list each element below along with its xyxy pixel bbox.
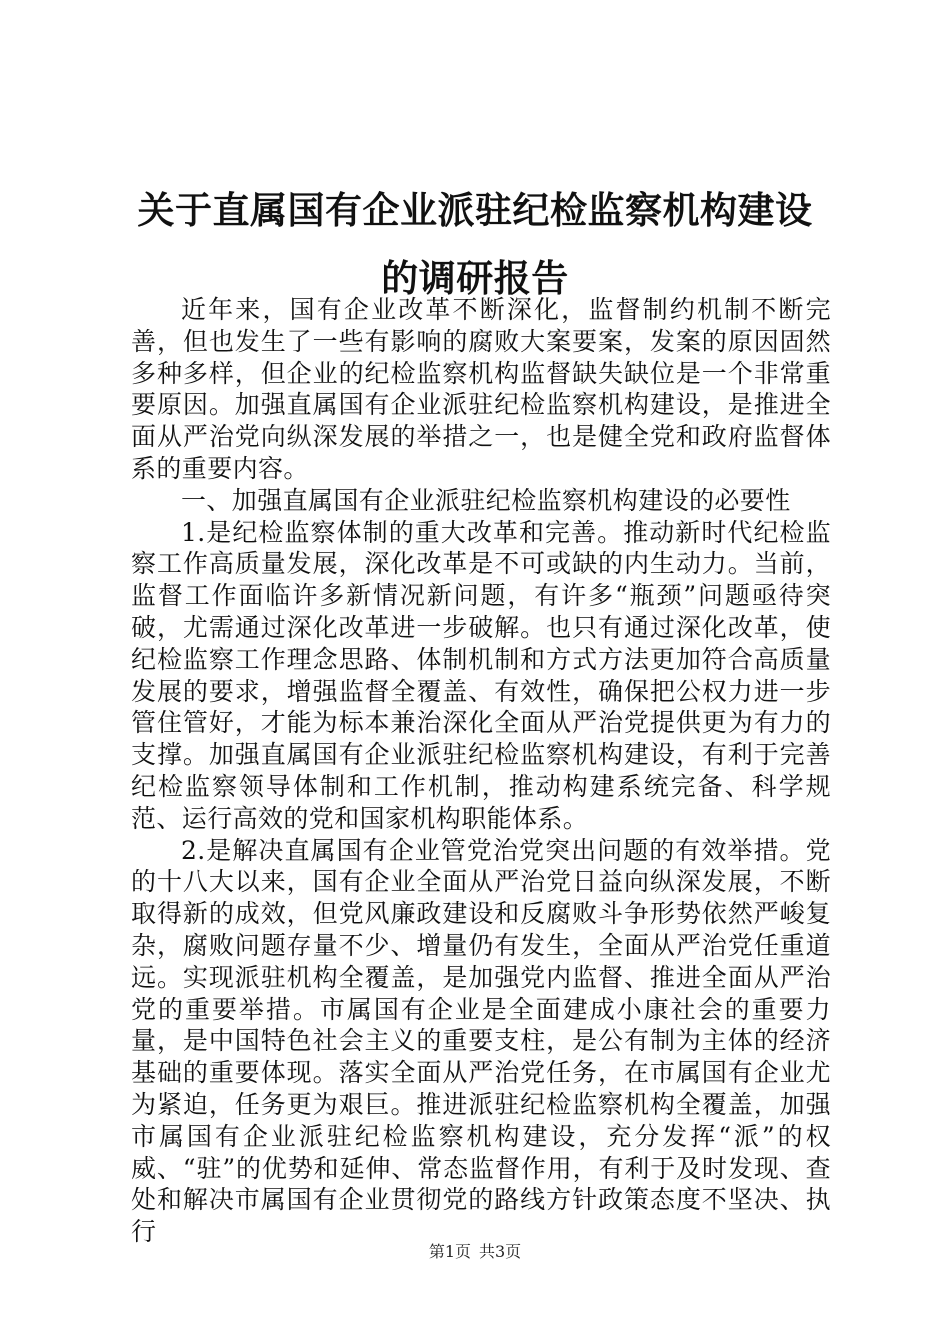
page-number: 第1页 bbox=[428, 1242, 471, 1261]
section-heading: 一、加强直属国有企业派驻纪检监察机构建设的必要性 bbox=[181, 485, 791, 515]
point-1-paragraph: 1.是纪检监察体制的重大改革和完善。推动新时代纪检监察工作高质量发展，深化改革是不可或缺的内生动力。当前，监督工作面临许多新情况新问题，有许多“瓶颈”问题亟待突破，尤需通过深化改革进一步破解。也只有通过深化改革，使纪检监察工作理念思路、体制机制和方式方法更加符合高质量发展的要求，增强监督全覆盖、有效性，确保把公权力进一步管住管好，才能为标本兼治深化全面从严治党提供更为有力的支撑。加强直属国有企业派驻纪检监察机构建设，有利于完善纪检监察领导体制和工作机制，推动构建系统完备、科学规范、运行高效的党和国家机构职能体系。 bbox=[131, 517, 831, 833]
intro-paragraph: 近年来，国有企业改革不断深化，监督制约机制不断完善，但也发生了一些有影响的腐败大案要案，发案的原因固然多种多样，但企业的纪检监察机构监督缺失缺位是一个非常重要原因。加强直属国有企业派驻纪检监察机构建设，是推进全面从严治党向纵深发展的举措之一，也是健全党和政府监督体系的重要内容。 bbox=[131, 295, 831, 483]
document-body bbox=[131, 294, 831, 1248]
document-title: 关于直属国有企业派驻纪检监察机构建设的调研报告 bbox=[137, 188, 813, 300]
page-total: 共3页 bbox=[479, 1242, 522, 1261]
page-footer bbox=[0, 1242, 950, 1262]
point-2-paragraph: 2.是解决直属国有企业管党治党突出问题的有效举措。党的十八大以来，国有企业全面从严治党日益向纵深发展，不断取得新的成效，但党风廉政建设和反腐败斗争形势依然严峻复杂，腐败问题存量不少、增量仍有发生，全面从严治党任重道远。实现派驻机构全覆盖，是加强党内监督、推进全面从严治党的重要举措。市属国有企业是全面建成小康社会的重要力量，是中国特色社会主义的重要支柱，是公有制为主体的经济基础的重要体现。落实全面从严治党任务，在市属国有企业尤为紧迫，任务更为艰巨。推进派驻纪检监察机构全覆盖，加强市属国有企业派驻纪检监察机构建设，充分发挥“派”的权威、“驻”的优势和延伸、常态监督作用，有利于及时发现、查处和解决市属国有企业贯彻党的路线方针政策态度不坚决、执行 bbox=[131, 835, 831, 1247]
